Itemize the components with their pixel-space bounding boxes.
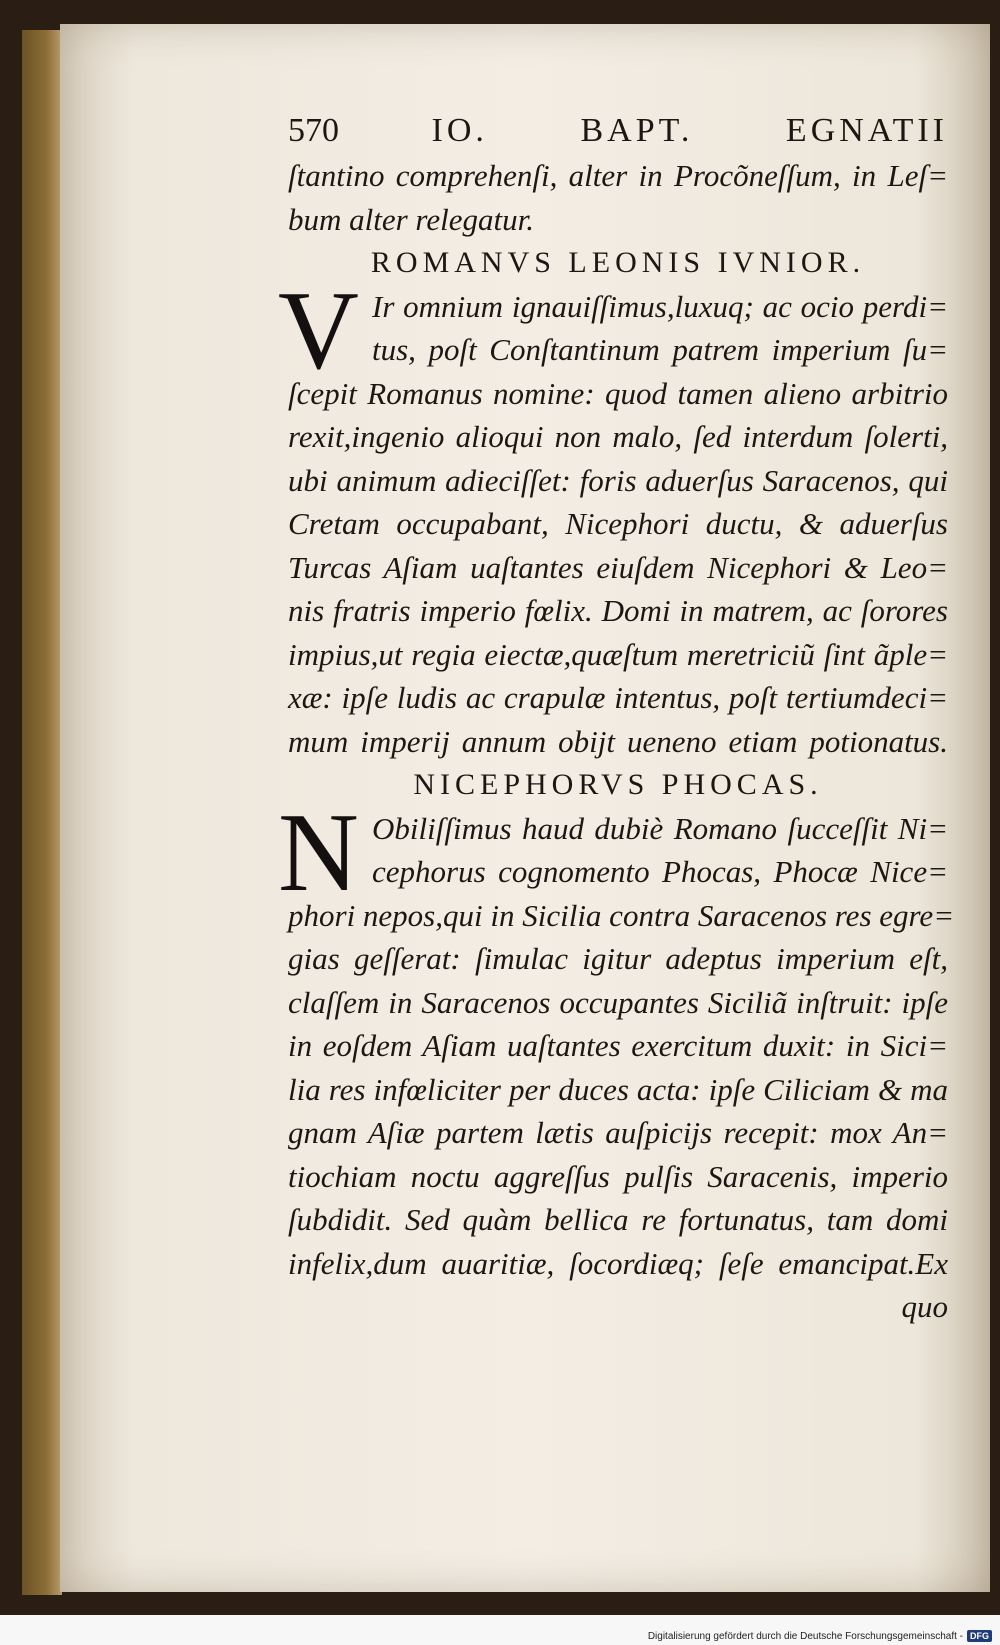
text-line: nis fratris imperio fœlix. Domi in matrem, ac ſorores <box>288 593 948 628</box>
text-line: ubi animum adieciſſet: foris aduerſus Saracenos, qui <box>288 462 948 498</box>
text-line: in eoſdem Aſiam uaſtantes exercitum duxit: in Sici= <box>288 1028 948 1063</box>
credit-text: Digitalisierung gefördert durch die Deutsche Forschungsgemeinschaft - <box>647 1630 963 1642</box>
text-line: Turcas Aſiam uaſtantes eiuſdem Nicephori & Leo= <box>288 549 948 585</box>
running-head-word: EGNATII <box>785 112 948 149</box>
drop-cap: V <box>278 268 359 393</box>
text-line: claſſem in Saracenos occupantes Siciliã inſtruit: ipſe <box>288 984 948 1020</box>
running-head-word: BAPT. <box>580 112 694 149</box>
paragraph <box>278 268 948 764</box>
text-line: mum imperij annum obijt ueneno etiam potionatus. <box>288 723 948 759</box>
text-line: rexit,ingenio alioqui non malo, ſed interdum ſolerti, <box>288 419 948 454</box>
text-line: gias geſſerat: ſimulac igitur adeptus imperium eſt, <box>288 941 948 976</box>
text-line: lia res infœliciter per duces acta: ipſe Ciliciam & ma <box>288 1071 948 1107</box>
text-line: tus, poſt Conſtantinum patrem imperium ſu= <box>372 332 948 367</box>
text-line: Cretam occupabant, Nicephori ductu, & aduerſus <box>288 506 948 541</box>
page-text <box>278 108 955 1329</box>
text-line: cephorus cognomento Phocas, Phocæ Nice= <box>372 854 948 889</box>
text-line: bum alter relegatur. <box>288 201 534 237</box>
drop-cap: N <box>278 790 359 915</box>
section-heading: NICEPHORVS PHOCAS. <box>413 768 823 801</box>
page-number: 570 <box>288 112 339 149</box>
digitization-credit <box>648 1630 992 1642</box>
running-head <box>288 108 948 154</box>
text-line: gnam Aſiæ partem lætis auſpicijs recepit: mox An= <box>288 1115 948 1150</box>
text-line: Obiliſſimus haud dubiè Romano ſucceſſit Ni= <box>372 810 948 846</box>
text-line: Ir omnium ignauiſſimus,luxuq; ac ocio perdi= <box>372 288 948 324</box>
dfg-logo-icon: DFG <box>967 1630 992 1642</box>
text-line: impius,ut regia eiectæ,quæſtum meretriciũ ſint ãple= <box>288 636 948 672</box>
running-head-word: IO. <box>431 112 488 149</box>
catchword: quo <box>901 1289 948 1324</box>
paragraph <box>278 790 955 1286</box>
text-line: tiochiam noctu aggreſſus pulſis Saracenis, imperio <box>288 1158 948 1194</box>
text-line: infelix,dum auaritiæ, ſocordiæq; ſeſe emancipat.Ex <box>288 1245 948 1281</box>
section-heading: ROMANVS LEONIS IVNIOR. <box>370 246 866 279</box>
book-edge <box>22 30 62 1595</box>
text-line: xæ: ipſe ludis ac crapulæ intentus, poſt tertiumdeci= <box>288 680 948 715</box>
text-line: ſcepit Romanus nomine: quod tamen alieno arbitrio <box>288 375 948 411</box>
text-line: ſubdidit. Sed quàm bellica re fortunatus, tam domi <box>288 1202 948 1237</box>
text-line: ſtantino comprehenſi, alter in Procõneſſum, in Leſ= <box>288 158 948 193</box>
text-line: phori nepos,qui in Sicilia contra Saracenos res egre= <box>288 897 955 933</box>
